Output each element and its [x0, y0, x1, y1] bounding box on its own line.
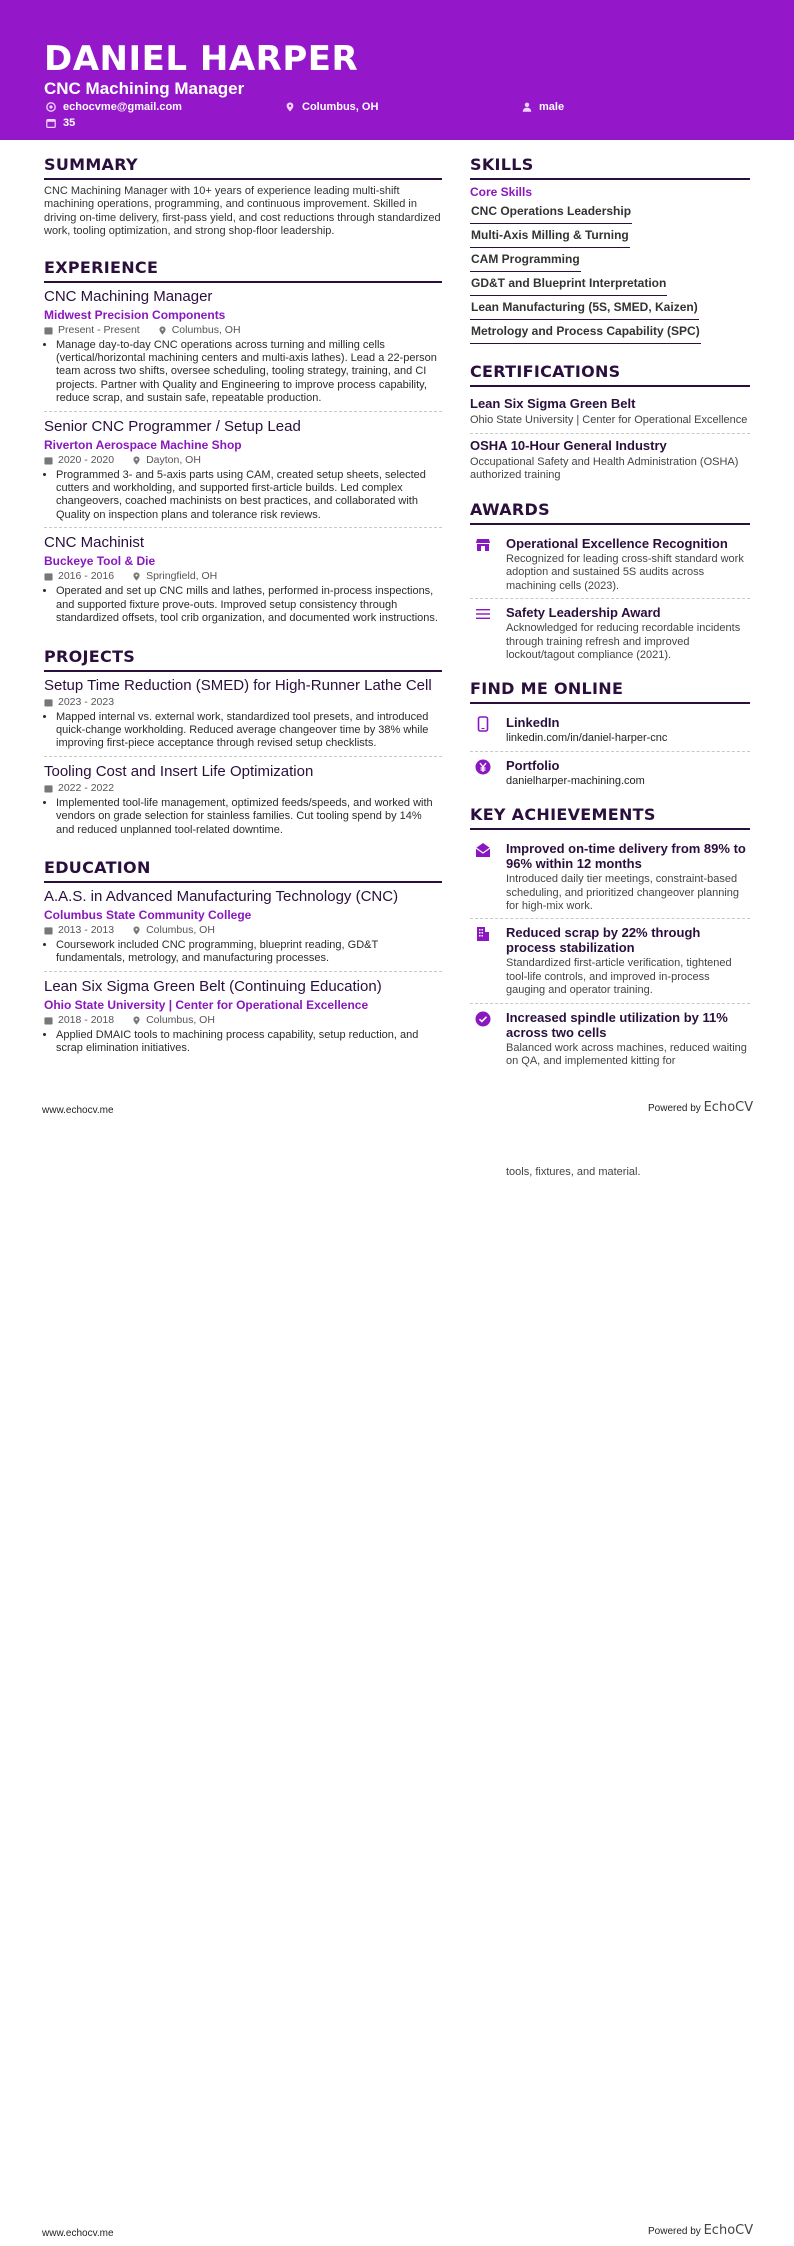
- summary-text: CNC Machining Manager with 10+ years of experience leading multi-shift machining operations, programming, and continuous improvement. Skilled in driving on-time delivery, first-pass yield, and cost reductions through standardized work, tooling optimization, and strong shop-floor leadership.: [44, 185, 441, 238]
- job-title: CNC Machining Manager: [44, 287, 213, 305]
- contact-location: Columbus, OH: [285, 100, 378, 114]
- award-item: [470, 599, 750, 667]
- skill-item: GD&T and Blueprint Interpretation: [470, 272, 667, 296]
- education-meta: 2013 - 2013 Columbus, OH: [44, 924, 442, 937]
- education-description: • Applied DMAIC tools to machining process capability, setup reduction, and scrap elimination initiatives.: [56, 1029, 442, 1056]
- certification-issuer: Ohio State University | Center for Operational Excellence: [470, 414, 748, 426]
- award-text: Acknowledged for reducing recordable incidents through training refresh and improved lockout/tagout compliance (2021).: [506, 622, 741, 662]
- achievement-overflow-text: tools, fixtures, and material.: [506, 1166, 641, 1178]
- footer-site[interactable]: www.echocv.me: [42, 2228, 114, 2239]
- awards-list: [470, 530, 750, 667]
- right-column: [470, 155, 750, 1074]
- award-item: [470, 530, 750, 599]
- job-title: CNC Machinist: [44, 534, 145, 552]
- achievement-title: Improved on-time delivery from 89% to 96% within 12 months: [506, 841, 746, 872]
- education-meta: 2018 - 2018 Columbus, OH: [44, 1014, 442, 1027]
- experience-item: [44, 534, 442, 630]
- certification-item: [470, 434, 750, 488]
- calendar-icon: [44, 572, 53, 581]
- skills-subtitle: Core Skills: [470, 185, 533, 199]
- left-column: [44, 155, 442, 1077]
- contact-gender: male: [522, 100, 564, 114]
- at-icon: [46, 102, 56, 112]
- skills-list: [470, 185, 750, 344]
- map-pin-icon: [132, 572, 141, 581]
- education-item: [44, 888, 442, 972]
- map-pin-icon: [132, 1016, 141, 1025]
- job-description: • Manage day-to-day CNC operations across turning and milling cells (vertical/horizontal machining centers and multi-axis lathes). Lead a 22-person team across two shifts, oversee scheduling, tooling strategy, training, and CI projects. Partner with Quality and Engineering to improve process capability, reduce scrap, and sustain safe, repeatable production.: [56, 339, 442, 406]
- company-name: Midwest Precision Components: [44, 307, 226, 322]
- envelope-open-icon: [475, 842, 491, 858]
- calendar-icon: [44, 784, 53, 793]
- achievement-text: Introduced daily tier meetings, constraint-based scheduling, and prioritized changeover planning for high-mix work.: [506, 873, 739, 913]
- award-title: Operational Excellence Recognition: [506, 536, 728, 551]
- skill-item: CNC Operations Leadership: [470, 200, 632, 224]
- project-meta: 2022 - 2022: [44, 782, 442, 795]
- achievement-item: [470, 919, 750, 1003]
- phone-icon: [475, 716, 491, 732]
- project-item: [44, 677, 442, 757]
- job-meta: Present - Present Columbus, OH: [44, 324, 442, 337]
- achievement-item: [470, 835, 750, 919]
- project-title: Tooling Cost and Insert Life Optimization: [44, 762, 314, 780]
- education-item: [44, 978, 442, 1061]
- online-item-portfolio[interactable]: [470, 752, 750, 793]
- map-pin-icon: [132, 926, 141, 935]
- echocv-logo[interactable]: EchoCV: [703, 1100, 754, 1115]
- project-description: • Mapped internal vs. external work, standardized tool presets, and introduced quick-change workholding. Reduced average changeover time by 38% while improving first-piece acceptance through revised setup checklists.: [56, 711, 442, 751]
- candidate-role: CNC Machining Manager: [44, 79, 245, 98]
- project-item: [44, 763, 442, 842]
- achievement-title: Increased spindle utilization by 11% across two cells: [506, 1009, 728, 1040]
- skill-item: Lean Manufacturing (5S, SMED, Kaizen): [470, 296, 699, 320]
- job-meta: 2020 - 2020 Dayton, OH: [44, 454, 442, 467]
- person-icon: [522, 102, 532, 112]
- experience-item: [44, 288, 442, 412]
- job-meta: 2016 - 2016 Springfield, OH: [44, 570, 442, 583]
- calendar-icon: [44, 926, 53, 935]
- footer-site[interactable]: www.echocv.me: [42, 1105, 114, 1116]
- projects-title: PROJECTS: [44, 647, 442, 672]
- online-item-linkedin[interactable]: [470, 709, 750, 751]
- check-circle-icon: [475, 1011, 491, 1027]
- online-link[interactable]: danielharper-machining.com: [506, 774, 645, 787]
- skill-item: CAM Programming: [470, 248, 581, 272]
- calendar-icon: [46, 118, 56, 128]
- contact-email[interactable]: echocvme@gmail.com: [46, 100, 182, 114]
- certification-title: Lean Six Sigma Green Belt: [470, 396, 636, 411]
- company-name: Buckeye Tool & Die: [44, 554, 156, 569]
- skills-title: SKILLS: [470, 155, 750, 180]
- school-name: Columbus State Community College: [44, 907, 252, 922]
- degree-title: Lean Six Sigma Green Belt (Continuing Education): [44, 977, 382, 995]
- job-description: • Operated and set up CNC mills and lathes, performed in-process inspections, and supported fixture prove-outs. Improved setup consistency through standardized offsets, tool crib organization, and documented work instructions.: [56, 585, 442, 625]
- calendar-icon: [44, 456, 53, 465]
- company-name: Riverton Aerospace Machine Shop: [44, 437, 242, 452]
- map-pin-icon: [158, 326, 167, 335]
- experience-item: [44, 418, 442, 529]
- award-text: Recognized for leading cross-shift standard work adoption and sustained 5S audits across machining cells (2023).: [506, 553, 744, 592]
- contact-age: 35: [46, 116, 75, 130]
- degree-title: A.A.S. in Advanced Manufacturing Technology (CNC): [44, 887, 399, 905]
- resume-header: [0, 0, 794, 140]
- achievement-title: Reduced scrap by 22% through process stabilization: [506, 925, 701, 956]
- footer-powered: Powered by EchoCV: [648, 1100, 754, 1115]
- job-description: • Programmed 3- and 5-axis parts using CAM, created setup sheets, selected cutters and workholding, and supported first-article builds. Led complex changeovers, coached machinists on best practices, and collaborated with Quality on inspection plans and tolerance risk reviews.: [56, 469, 442, 523]
- skill-item: Multi-Axis Milling & Turning: [470, 224, 630, 248]
- achievement-text: Standardized first-article verification, tightened tool-life controls, and improved in-process gauging and operator training.: [506, 957, 732, 997]
- certifications-title: CERTIFICATIONS: [470, 362, 750, 387]
- achievements-title: KEY ACHIEVEMENTS: [470, 805, 750, 830]
- online-label: Portfolio: [506, 757, 560, 773]
- certification-item: [470, 392, 750, 434]
- certification-title: OSHA 10-Hour General Industry: [470, 438, 667, 453]
- education-description: • Coursework included CNC programming, blueprint reading, GD&T fundamentals, metrology, and manufacturing processes.: [56, 939, 442, 966]
- achievement-item: [470, 1004, 750, 1074]
- calendar-icon: [44, 698, 53, 707]
- school-name: Ohio State University | Center for Operational Excellence: [44, 997, 369, 1012]
- building-icon: [475, 926, 491, 942]
- online-list: [470, 709, 750, 793]
- experience-title: EXPERIENCE: [44, 258, 442, 283]
- map-pin-icon: [132, 456, 141, 465]
- footer-powered: Powered by EchoCV: [648, 2223, 754, 2238]
- award-title: Safety Leadership Award: [506, 605, 661, 621]
- online-link[interactable]: linkedin.com/in/daniel-harper-cnc: [506, 732, 668, 745]
- calendar-icon: [44, 1016, 53, 1025]
- yen-coin-icon: [475, 759, 491, 775]
- project-meta: 2023 - 2023: [44, 696, 442, 709]
- achievements-list: [470, 835, 750, 1073]
- education-title: EDUCATION: [44, 858, 442, 883]
- awards-title: AWARDS: [470, 500, 750, 525]
- online-title: FIND ME ONLINE: [470, 679, 750, 704]
- achievement-text: Balanced work across machines, reduced waiting on QA, and implemented kitting for: [506, 1041, 747, 1068]
- candidate-name: DANIEL HARPER: [44, 39, 359, 79]
- calendar-icon: [44, 326, 53, 335]
- summary-title: SUMMARY: [44, 155, 442, 180]
- skill-item: Metrology and Process Capability (SPC): [470, 320, 701, 344]
- job-title: Senior CNC Programmer / Setup Lead: [44, 417, 301, 435]
- echocv-logo[interactable]: EchoCV: [703, 2223, 754, 2238]
- project-title: Setup Time Reduction (SMED) for High-Runner Lathe Cell: [44, 676, 432, 694]
- certification-issuer: Occupational Safety and Health Administration (OSHA) authorized training: [470, 456, 739, 481]
- project-description: • Implemented tool-life management, optimized feeds/speeds, and worked with vendors on grade selection for stainless families. Cut tooling spend by 14% and reduced unplanned tool-related downtime.: [56, 797, 442, 837]
- map-pin-icon: [285, 102, 295, 112]
- store-icon: [475, 537, 491, 553]
- online-label: LinkedIn: [506, 715, 560, 731]
- menu-lines-icon: [475, 606, 491, 622]
